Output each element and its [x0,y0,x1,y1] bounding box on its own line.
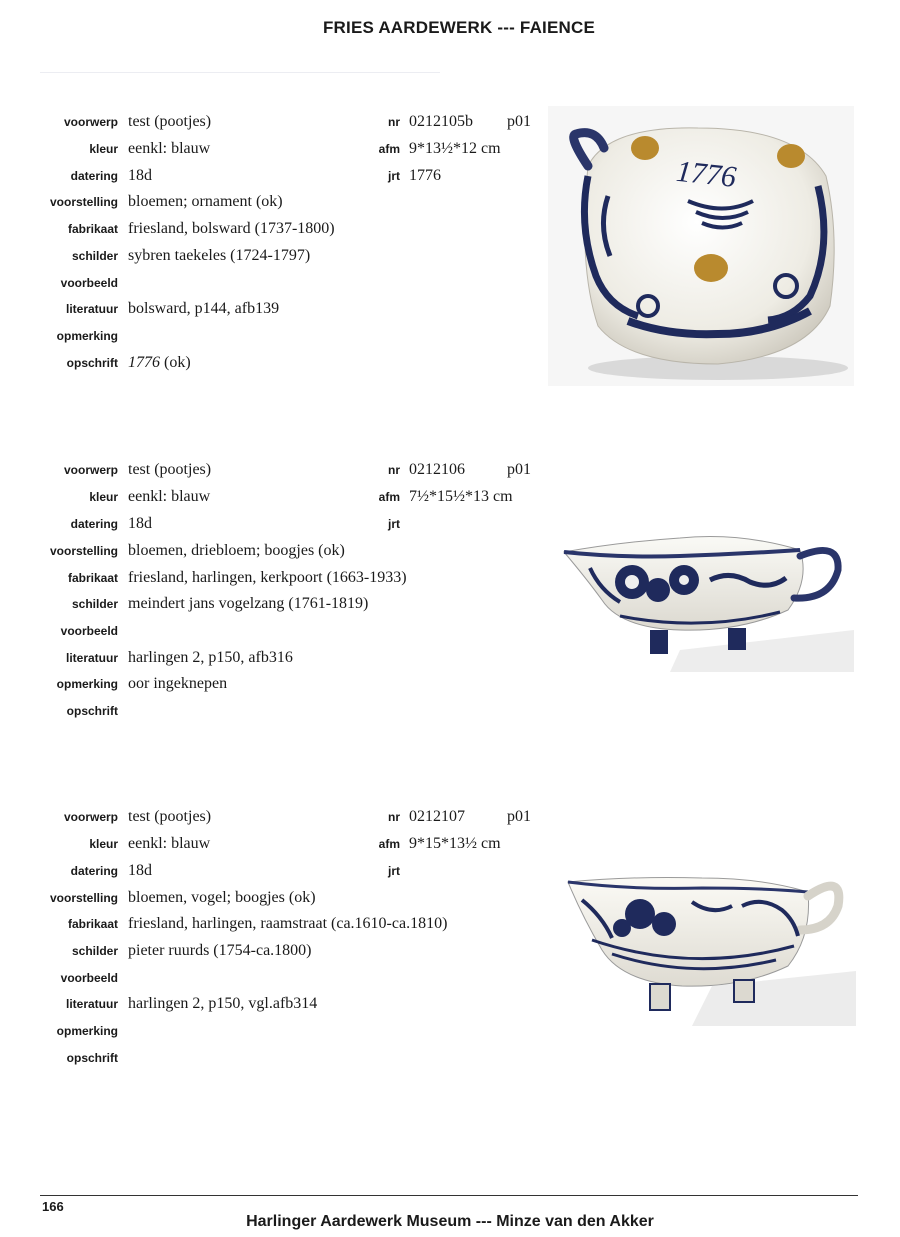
value-nr: 0212105b [409,113,473,130]
value-nr: 0212107 [409,808,465,825]
label-opmerking: opmerking [56,1024,118,1038]
foot-right [734,980,754,1002]
value-datering: 18d [128,515,152,532]
value-schilder: pieter ruurds (1754-ca.1800) [128,942,312,959]
label-fabrikaat: fabrikaat [67,917,118,931]
value-opmerking: oor ingeknepen [128,675,228,692]
value-literatuur: bolsward, p144, afb139 [128,300,280,317]
label-afm: afm [378,837,400,851]
label-voorbeeld: voorbeeld [60,276,118,290]
footer-rule [40,1195,858,1196]
label-opschrift: opschrift [66,356,118,370]
object-photo-1 [548,106,854,386]
value-page: p01 [507,461,531,478]
label-schilder: schilder [71,249,118,263]
label-voorbeeld: voorbeeld [60,971,118,985]
value-voorstelling: bloemen, driebloem; boogjes (ok) [128,542,345,559]
value-jrt: 1776 [409,167,441,184]
label-voorwerp: voorwerp [63,463,118,477]
label-datering: datering [70,864,118,878]
value-datering: 18d [128,167,152,184]
label-voorwerp: voorwerp [63,810,118,824]
label-schilder: schilder [71,597,118,611]
photo-inscription: 1776 [674,154,738,194]
label-fabrikaat: fabrikaat [67,571,118,585]
value-kleur: eenkl: blauw [128,140,211,157]
value-voorwerp: test (pootjes) [128,461,212,478]
label-schilder: schilder [71,944,118,958]
value-opschrift-rest: (ok) [160,354,191,371]
header-rule [40,72,440,73]
label-voorstelling: voorstelling [49,544,118,558]
value-fabrikaat: friesland, bolsward (1737-1800) [128,220,335,237]
value-schilder: meindert jans vogelzang (1761-1819) [128,595,369,612]
foot-top-right [777,144,805,168]
label-datering: datering [70,169,118,183]
foot-bottom [694,254,728,282]
value-nr: 0212106 [409,461,465,478]
label-datering: datering [70,517,118,531]
label-opschrift: opschrift [66,1051,118,1065]
footer-text: Harlinger Aardewerk Museum --- Minze van den Akker [246,1213,654,1230]
value-kleur: eenkl: blauw [128,488,211,505]
flower-decoration [646,578,670,602]
value-schilder: sybren taekeles (1724-1797) [128,247,311,264]
label-nr: nr [388,810,400,824]
object-photo-3 [562,866,856,1028]
label-opschrift: opschrift [66,704,118,718]
foot-left [650,984,670,1010]
value-afm: 9*13½*12 cm [409,140,501,157]
label-jrt: jrt [388,864,400,878]
value-opschrift-italic: 1776 [128,354,160,371]
page-title: FRIES AARDEWERK --- FAIENCE [322,18,596,37]
foot-right [728,628,746,650]
value-voorstelling: bloemen, vogel; boogjes (ok) [128,889,316,906]
object-photo-2 [560,520,854,676]
label-kleur: kleur [89,837,118,851]
label-fabrikaat: fabrikaat [67,222,118,236]
label-afm: afm [378,142,400,156]
label-opmerking: opmerking [56,677,118,691]
label-opmerking: opmerking [56,329,118,343]
value-voorwerp: test (pootjes) [128,808,212,825]
label-nr: nr [388,115,400,129]
foot-left [650,630,668,654]
label-afm: afm [378,490,400,504]
value-literatuur: harlingen 2, p150, afb316 [128,649,293,666]
label-voorwerp: voorwerp [63,115,118,129]
value-literatuur: harlingen 2, p150, vgl.afb314 [128,995,318,1012]
value-voorwerp: test (pootjes) [128,113,212,130]
value-opschrift [128,350,191,376]
value-datering: 18d [128,862,152,879]
label-jrt: jrt [388,169,400,183]
label-jrt: jrt [388,517,400,531]
page-number: 166 [42,1199,64,1214]
label-kleur: kleur [89,142,118,156]
label-nr: nr [388,463,400,477]
value-page: p01 [507,113,531,130]
value-voorstelling: bloemen; ornament (ok) [128,193,283,210]
value-page: p01 [507,808,531,825]
flower-center [679,575,689,585]
flower-decoration [613,919,631,937]
label-kleur: kleur [89,490,118,504]
label-literatuur: literatuur [65,302,118,316]
label-voorbeeld: voorbeeld [60,624,118,638]
value-fabrikaat: friesland, harlingen, kerkpoort (1663-1933) [128,569,407,586]
label-literatuur: literatuur [65,997,118,1011]
label-voorstelling: voorstelling [49,195,118,209]
foot-top-left [631,136,659,160]
label-literatuur: literatuur [65,651,118,665]
value-fabrikaat: friesland, harlingen, raamstraat (ca.1610-ca.1810) [128,915,448,932]
flower-decoration [652,912,676,936]
flower-center [625,575,639,589]
value-afm: 7½*15½*13 cm [409,488,513,505]
label-voorstelling: voorstelling [49,891,118,905]
value-kleur: eenkl: blauw [128,835,211,852]
value-afm: 9*15*13½ cm [409,835,501,852]
